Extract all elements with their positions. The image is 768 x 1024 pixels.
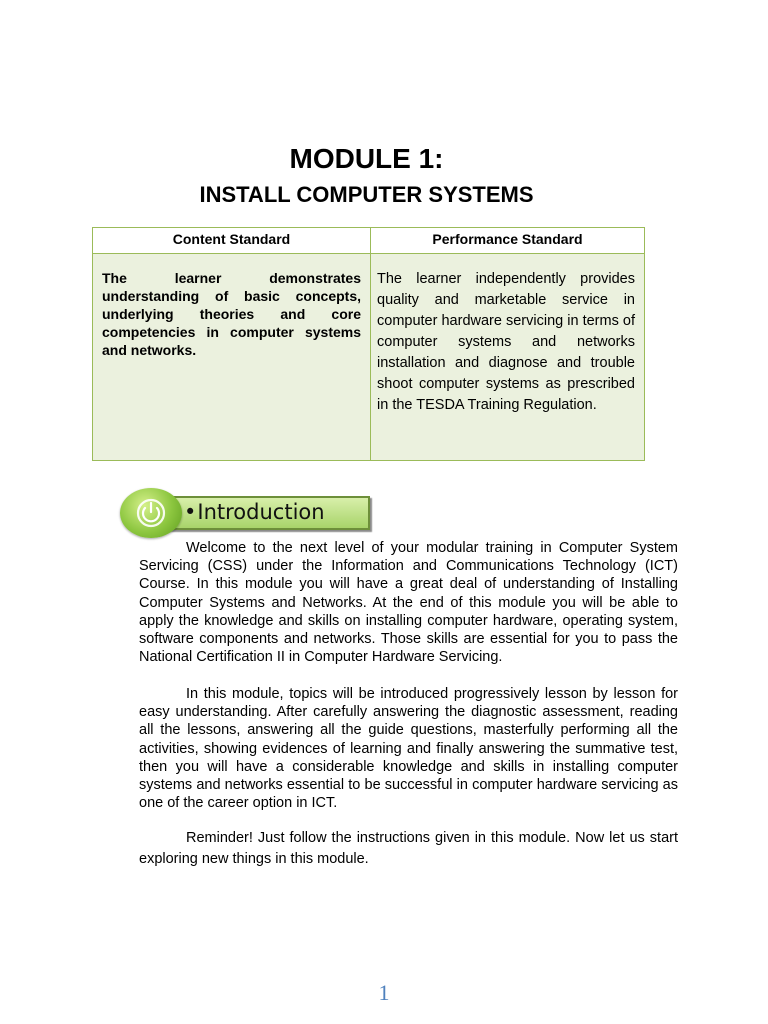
intro-paragraph-1: Welcome to the next level of your modular training in Computer System Servicing (CSS) under the Information and Communications Technology (ICT) Course. In this module you will have a great deal of understanding of Installing Computer Systems and Networks. At the end of this module you will be able to apply the knowledge and skills on installing computer hardware, operating system, software components and networks. Those skills are essential for you to pass the National Certification II in Computer Hardware Servicing. [139, 540, 678, 666]
page-number: 1 [378, 980, 390, 1005]
introduction-heading: • Introduction [184, 496, 325, 530]
power-button-icon [120, 488, 182, 538]
introduction-banner [120, 488, 372, 538]
module-number: MODULE 1: [289, 143, 444, 174]
intro-paragraph-2: In this module, topics will be introduced progressively lesson by lesson for easy understanding. After carefully answering the diagnostic assessment, reading all the lessons, answering all the guide questions, masterfully performing all the activities, showing evidences of learning and finally answering the summative test, then you will have a considerable knowledge and skills in installing computer systems and networks essential to be successful in computer hardware servicing as one of the career option in ICT. [139, 686, 678, 812]
performance-standard-text: The learner independently provides quality and marketable service in computer hardware servicing in terms of computer systems and networks installation and diagnose and trouble shoot computer systems as prescribed in the TESDA Training Regulation. [377, 271, 635, 413]
table-header-row [93, 228, 645, 254]
table-row [93, 254, 645, 461]
module-title: INSTALL COMPUTER SYSTEMS [199, 182, 534, 207]
performance-standard-cell [371, 254, 645, 461]
standards-table [92, 227, 645, 461]
content-standard-text: The learner demonstrates understanding of basic concepts, underlying theories and core competencies in computer systems and networks. [102, 270, 361, 358]
content-standard-header: Content Standard [93, 228, 371, 254]
content-standard-cell [93, 254, 371, 461]
performance-standard-header: Performance Standard [371, 228, 645, 254]
intro-paragraph-3: Reminder! Just follow the instructions given in this module. Now let us start exploring new things in this module. [139, 830, 678, 867]
